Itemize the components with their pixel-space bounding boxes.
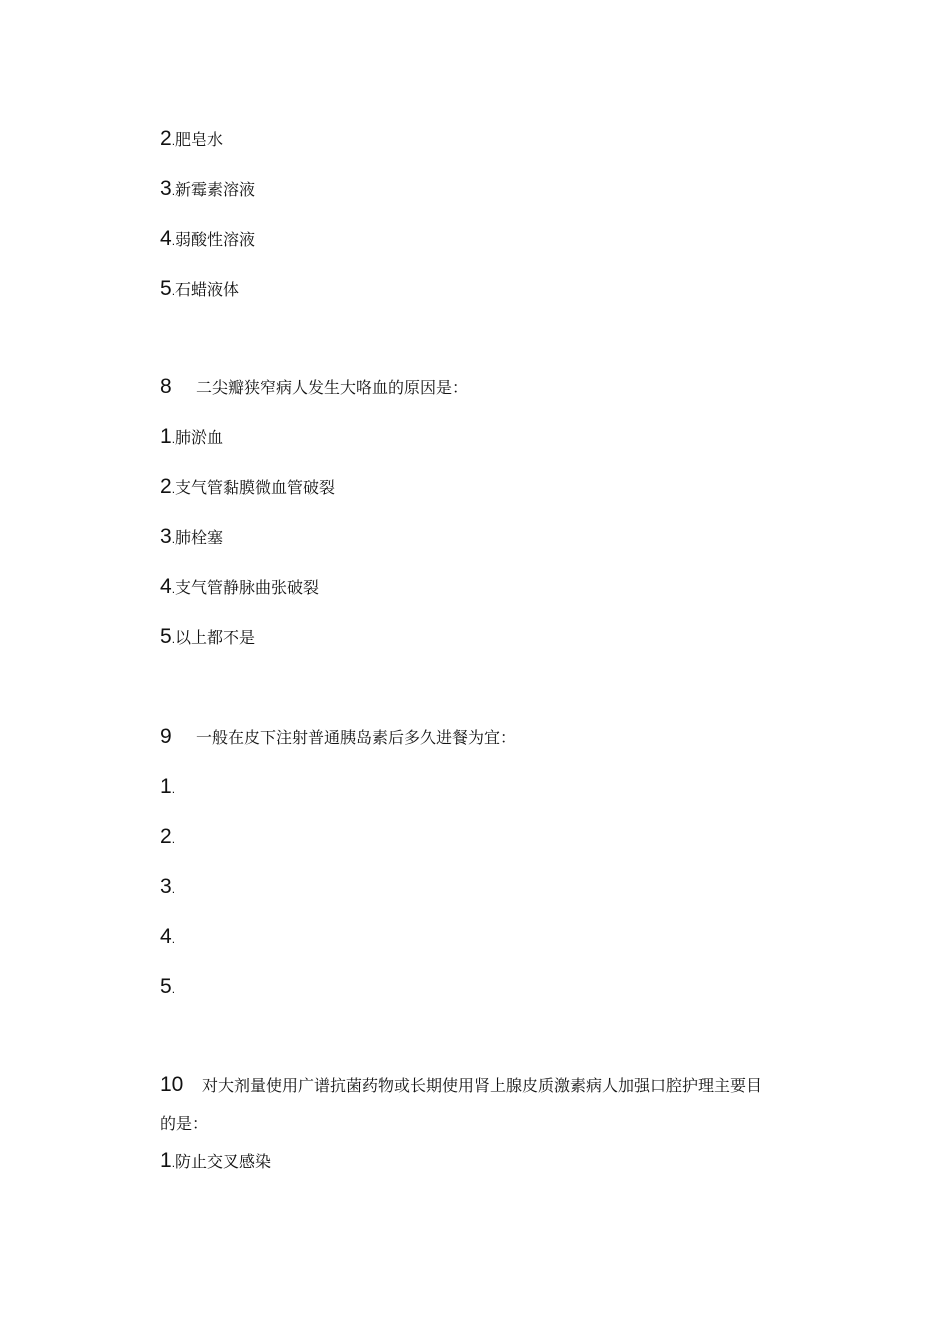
question-text: 一般在皮下注射普通胰岛素后多久进餐为宜： bbox=[196, 728, 517, 747]
q8-option-2: 2.支气管黏膜微血管破裂 bbox=[160, 475, 336, 498]
option-text: 肺栓塞 bbox=[175, 528, 224, 547]
option-number: 2 bbox=[160, 127, 172, 150]
q9-option-2: 2. bbox=[160, 825, 176, 848]
question-text: 二尖瓣狭窄病人发生大咯血的原因是： bbox=[196, 378, 469, 397]
option-number: 4 bbox=[160, 575, 172, 598]
question-9 bbox=[160, 726, 516, 747]
option-number: 1 bbox=[160, 775, 172, 798]
option-text: 肺淤血 bbox=[175, 428, 224, 447]
q8-option-3: 3.肺栓塞 bbox=[160, 525, 224, 548]
q9-option-3: 3. bbox=[160, 875, 176, 898]
question-8 bbox=[160, 376, 468, 397]
option-text: 防止交叉感染 bbox=[175, 1152, 272, 1171]
option-5: 5.石蜡液体 bbox=[160, 277, 240, 300]
option-text: 弱酸性溶液 bbox=[175, 230, 256, 249]
question-number: 9 bbox=[160, 725, 172, 748]
option-text: 肥皂水 bbox=[175, 130, 224, 149]
option-number: 5 bbox=[160, 625, 172, 648]
option-2: 2.肥皂水 bbox=[160, 127, 224, 150]
option-number: 1 bbox=[160, 425, 172, 448]
question-text-continuation: 的是： bbox=[160, 1114, 209, 1133]
option-3: 3.新霉素溶液 bbox=[160, 177, 256, 200]
option-number: 3 bbox=[160, 525, 172, 548]
question-text: 对大剂量使用广谱抗菌药物或长期使用肾上腺皮质激素病人加强口腔护理主要目 bbox=[202, 1076, 763, 1095]
q8-option-4: 4.支气管静脉曲张破裂 bbox=[160, 575, 320, 598]
option-number: 2 bbox=[160, 475, 172, 498]
option-number: 1 bbox=[160, 1149, 172, 1172]
q8-option-5: 5.以上都不是 bbox=[160, 625, 256, 648]
option-number: 3 bbox=[160, 875, 172, 898]
option-number: 4 bbox=[160, 925, 172, 948]
option-number: 3 bbox=[160, 177, 172, 200]
q9-option-4: 4. bbox=[160, 925, 176, 948]
option-text: 支气管静脉曲张破裂 bbox=[175, 578, 320, 597]
option-number: 5 bbox=[160, 277, 172, 300]
q9-option-5: 5. bbox=[160, 975, 176, 998]
q10-option-1: 1.防止交叉感染 bbox=[160, 1149, 272, 1172]
option-text: 以上都不是 bbox=[175, 628, 256, 647]
option-number: 2 bbox=[160, 825, 172, 848]
option-text: 石蜡液体 bbox=[175, 280, 240, 299]
q8-option-1: 1.肺淤血 bbox=[160, 425, 224, 448]
option-text: 支气管黏膜微血管破裂 bbox=[175, 478, 336, 497]
question-10 bbox=[160, 1074, 762, 1095]
question-number: 8 bbox=[160, 375, 172, 398]
option-text: 新霉素溶液 bbox=[175, 180, 256, 199]
q9-option-1: 1. bbox=[160, 775, 176, 798]
question-number: 10 bbox=[160, 1073, 184, 1096]
option-number: 5 bbox=[160, 975, 172, 998]
option-4: 4.弱酸性溶液 bbox=[160, 227, 256, 250]
option-number: 4 bbox=[160, 227, 172, 250]
